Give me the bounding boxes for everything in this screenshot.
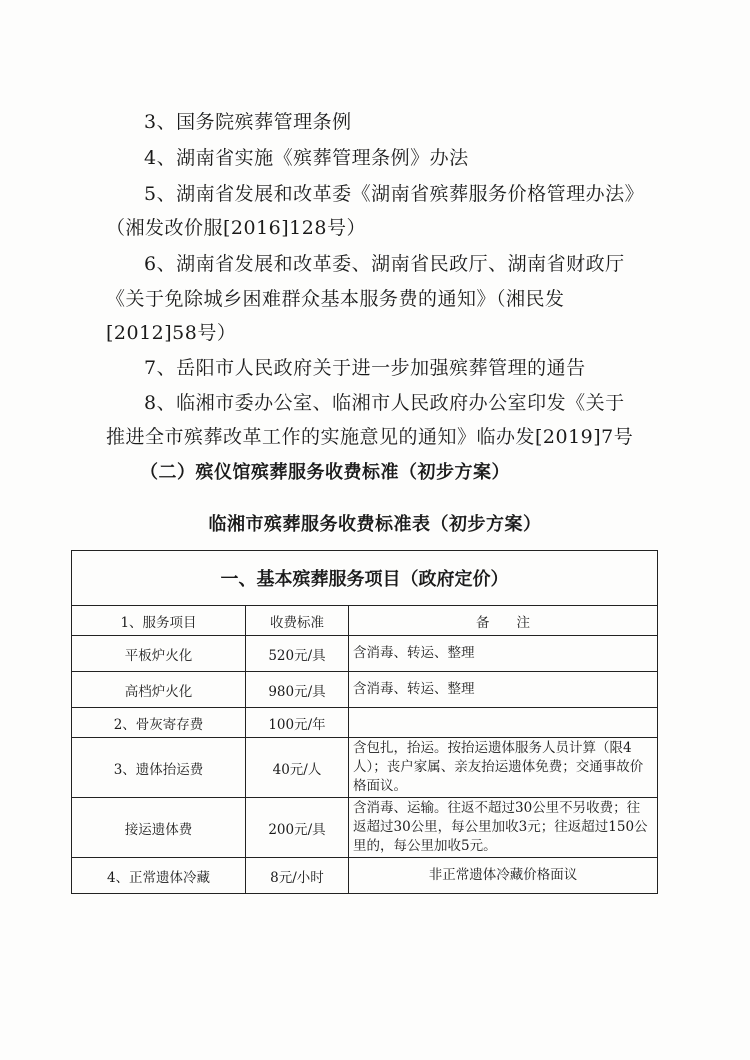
paragraph-5: 5、湖南省发展和改革委《湖南省殡葬服务价格管理办法》 xyxy=(144,183,645,205)
row-fee: 200元/具 xyxy=(246,798,349,858)
paragraph-4: 4、湖南省实施《殡葬管理条例》办法 xyxy=(144,147,469,169)
column-header-note: 备 注 xyxy=(349,606,658,636)
row-note: 含消毒、运输。往返不超过30公里不另收费；往返超过30公里，每公里加收3元；往返超过150公里的，每公里加收5元。 xyxy=(349,798,658,858)
table-row xyxy=(72,636,658,672)
row-item: 平板炉火化 xyxy=(72,636,246,672)
table-title: 临湘市殡葬服务收费标准表（初步方案） xyxy=(208,514,542,535)
section-heading: （二）殡仪馆殡葬服务收费标准（初步方案） xyxy=(140,462,510,483)
table-section-row xyxy=(72,551,658,606)
paragraph-8: 8、临湘市委办公室、临湘市人民政府办公室印发《关于 xyxy=(144,392,625,414)
column-header-item: 1、服务项目 xyxy=(72,606,246,636)
fee-table xyxy=(71,550,658,894)
row-note: 含消毒、转运、整理 xyxy=(349,672,658,708)
paragraph-3: 3、国务院殡葬管理条例 xyxy=(144,111,352,133)
row-item: 接运遗体费 xyxy=(72,798,246,858)
row-item: 2、骨灰寄存费 xyxy=(72,708,246,738)
row-note xyxy=(349,708,658,738)
row-note: 含包扎，抬运。按抬运遗体服务人员计算（限4人）；丧户家属、亲友抬运遗体免费；交通事故价格面议。 xyxy=(349,738,658,798)
row-fee: 980元/具 xyxy=(246,672,349,708)
row-fee: 100元/年 xyxy=(246,708,349,738)
paragraph-8-cont: 推进全市殡葬改革工作的实施意见的通知》临办发[2019]7号 xyxy=(106,426,634,448)
row-item: 3、遗体抬运费 xyxy=(72,738,246,798)
row-item: 4、正常遗体冷藏 xyxy=(72,858,246,894)
row-fee: 520元/具 xyxy=(246,636,349,672)
table-row xyxy=(72,858,658,894)
row-item: 高档炉火化 xyxy=(72,672,246,708)
paragraph-6-cont: 《关于免除城乡困难群众基本服务费的通知》（湘民发 xyxy=(106,288,565,310)
table-header-row xyxy=(72,606,658,636)
table-row xyxy=(72,738,658,798)
paragraph-5-cont: （湘发改价服[2016]128号） xyxy=(106,217,366,239)
row-fee: 8元/小时 xyxy=(246,858,349,894)
row-note: 含消毒、转运、整理 xyxy=(349,636,658,672)
table-row xyxy=(72,708,658,738)
table-row xyxy=(72,672,658,708)
paragraph-6-cont-2: [2012]58号） xyxy=(106,322,237,344)
row-fee: 40元/人 xyxy=(246,738,349,798)
row-note: 非正常遗体冷藏价格面议 xyxy=(349,858,658,894)
column-header-fee: 收费标准 xyxy=(246,606,349,636)
paragraph-6: 6、湖南省发展和改革委、湖南省民政厅、湖南省财政厅 xyxy=(144,253,625,275)
paragraph-7: 7、岳阳市人民政府关于进一步加强殡葬管理的通告 xyxy=(144,357,586,379)
table-section-header: 一、基本殡葬服务项目（政府定价） xyxy=(72,551,658,606)
table-row xyxy=(72,798,658,858)
